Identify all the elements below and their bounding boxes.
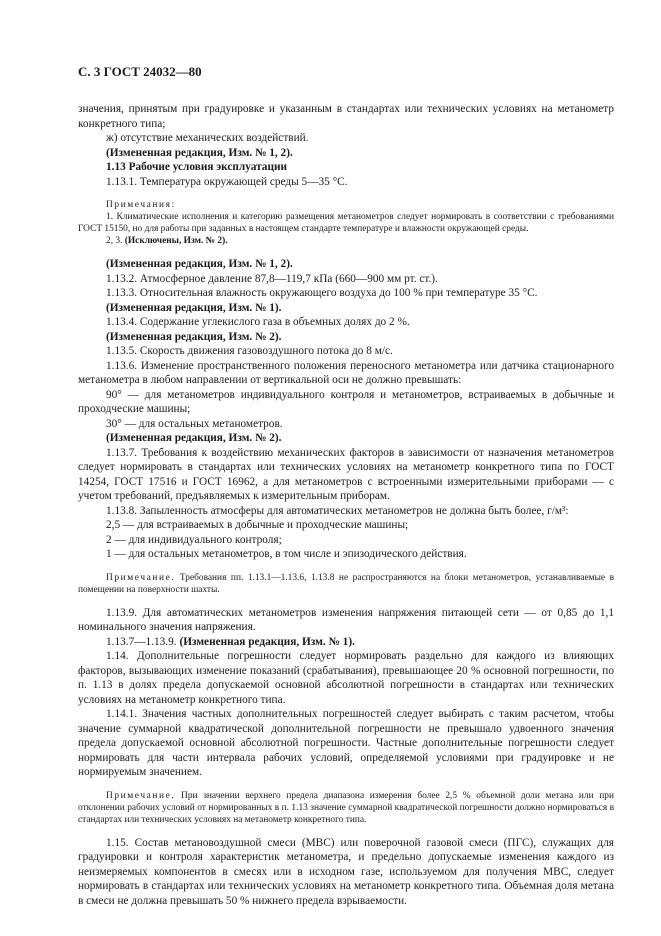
paragraph: 1.13.6. Изменение пространственного положения переносного метанометра или датчика стационарного метанометра в любом направлении от вертикальной оси не должно превышать: [78,359,614,386]
page-header: С. 3 ГОСТ 24032—80 [78,64,202,79]
paragraph: 1.14.1. Значения частных дополнительных погрешностей следует выбирать с таким расчетом, чтобы значение суммарной квадратической дополнительной погрешности не превышало удвоенного значения предела допускаемой основной абсолютной погрешности. Частные дополнительные погрешности следует нормировать для части интервала рабочих условий, определяемой условиями при градуировке и не нормируемым значением. [78,708,614,778]
paragraph: 1.13.4. Содержание углекислого газа в объемных долях до 2 %. [106,316,410,328]
note-text: При значении верхнего предела диапазона измерения более 2,5 % объемной доли метана или при отклонении рабочих условий от нормированных в п. 1.13 значение суммарной квадратической погрешности должно нормироваться в стандартах или технических условиях на метанометр конкретного типа. [78,790,614,825]
revision-note: (Измененная редакция, Изм. № 2). [106,330,282,343]
paragraph: 1.13.9. Для автоматических метанометров изменения напряжения питающей сети — от 0,85 до 1,1 номинального значения напряжения. [78,606,614,633]
revision-note: (Измененная редакция, Изм. № 2). [106,432,282,444]
note [78,572,614,596]
paragraph: значения, принятым при градуировке и указанным в стандартах или технических условиях на метанометр конкретного типа; [78,103,614,130]
paragraph: ж) отсутствие механических воздействий. [106,132,309,144]
note-item: 1. Климатические исполнения и категорию размещения метанометров следует нормировать в соответствии с требованиями ГОСТ 15150, но для работы при заданных в настоящем стандарте температуре и влажности окружающей среды. [78,212,614,234]
paragraph: 1.13.8. Запыленность атмосферы для автоматических метанометров не должна быть более, г/м³: [106,504,569,517]
note [78,790,614,826]
paragraph: 30° — для остальных метанометров. [106,417,283,430]
note-item-number: 2, 3. [106,236,123,246]
paragraph: 1.13.5. Скорость движения газовоздушного потока до 8 м/с. [106,345,393,357]
paragraph: 90° — для метанометров индивидуального контроля и метанометров, встраиваемых в добычные и проходческие машины; [78,388,614,415]
revision-note: (Исключены, Изм. № 2). [124,236,228,246]
document-page [78,64,614,908]
paragraph: 1.15. Состав метановоздушной смеси (МВС) или поверочной газовой смеси (ПГС), служащих для градуировки и контроля характеристик метанометра, и предельно допускаемые изменения каждого из неизмеряемых компонентов в смесях или в исходном газе, используемом для получения МВС, следует нормировать в стандартах или технических условиях на метанометр конкретного типа. Объемная доля метана в смеси не должна превышать 50 % нижнего предела взрываемости. [78,836,614,907]
paragraph: 1.13.3. Относительная влажность окружающего воздуха до 100 % при температуре 35 °С. [106,287,538,299]
paragraph: 1.13.2. Атмосферное давление 87,8—119,7 кПа (660—900 мм рт. ст.). [106,272,438,285]
revision-note: (Измененная редакция, Изм. № 1, 2). [106,258,293,270]
note-label: Примечание. [106,572,176,583]
paragraph: 1.13.1. Температура окружающей среды 5—35 °С. [106,175,348,188]
note-text: Требования пп. 1.13.1—1.13.6, 1.13.8 не распространяются на блоки метанометров, устанавливаемые в помещении на поверхности шахты. [78,572,615,595]
paragraph: 1.14. Дополнительные погрешности следует нормировать раздельно для каждого из влияющих факторов, вызывающих изменение показаний (срабатывания), превышающее 20 % основной погрешности, по п. 1.13 в долях предела допускаемой основной абсолютной погрешности в стандартах или технических условиях на метанометр конкретного типа. [78,650,614,706]
clause-range: 1.13.7—1.13.9. [106,635,177,648]
note-label: Примечание. [106,790,176,801]
notes-label: Примечания: [106,200,176,210]
section-heading: 1.13 Рабочие условия эксплуатации [106,161,287,173]
revision-note: (Измененная редакция, Изм. № 1). [179,635,355,648]
revision-note: (Измененная редакция, Изм. № 1). [106,301,282,314]
note-item [78,235,614,247]
paragraph: 2,5 — для встраиваемых в добычные и проходческие машины; [106,519,409,531]
paragraph: 1.13.7. Требования к воздействию механических факторов в зависимости от назначения метанометров следует нормировать в стандартах или технических условиях на метанометр конкретного типа по ГОСТ 14254, ГОСТ 17516 и ГОСТ 16962, а для метанометров с встроенными измерительными приборами — с учетом требований, предъявляемых к измерительным приборам. [78,446,614,502]
paragraph [78,635,614,650]
paragraph: 2 — для индивидуального контроля; [106,533,282,546]
revision-note: (Измененная редакция, Изм. № 1, 2). [106,146,293,159]
paragraph: 1 — для остальных метанометров, в том числе и эпизодического действия. [106,548,467,560]
